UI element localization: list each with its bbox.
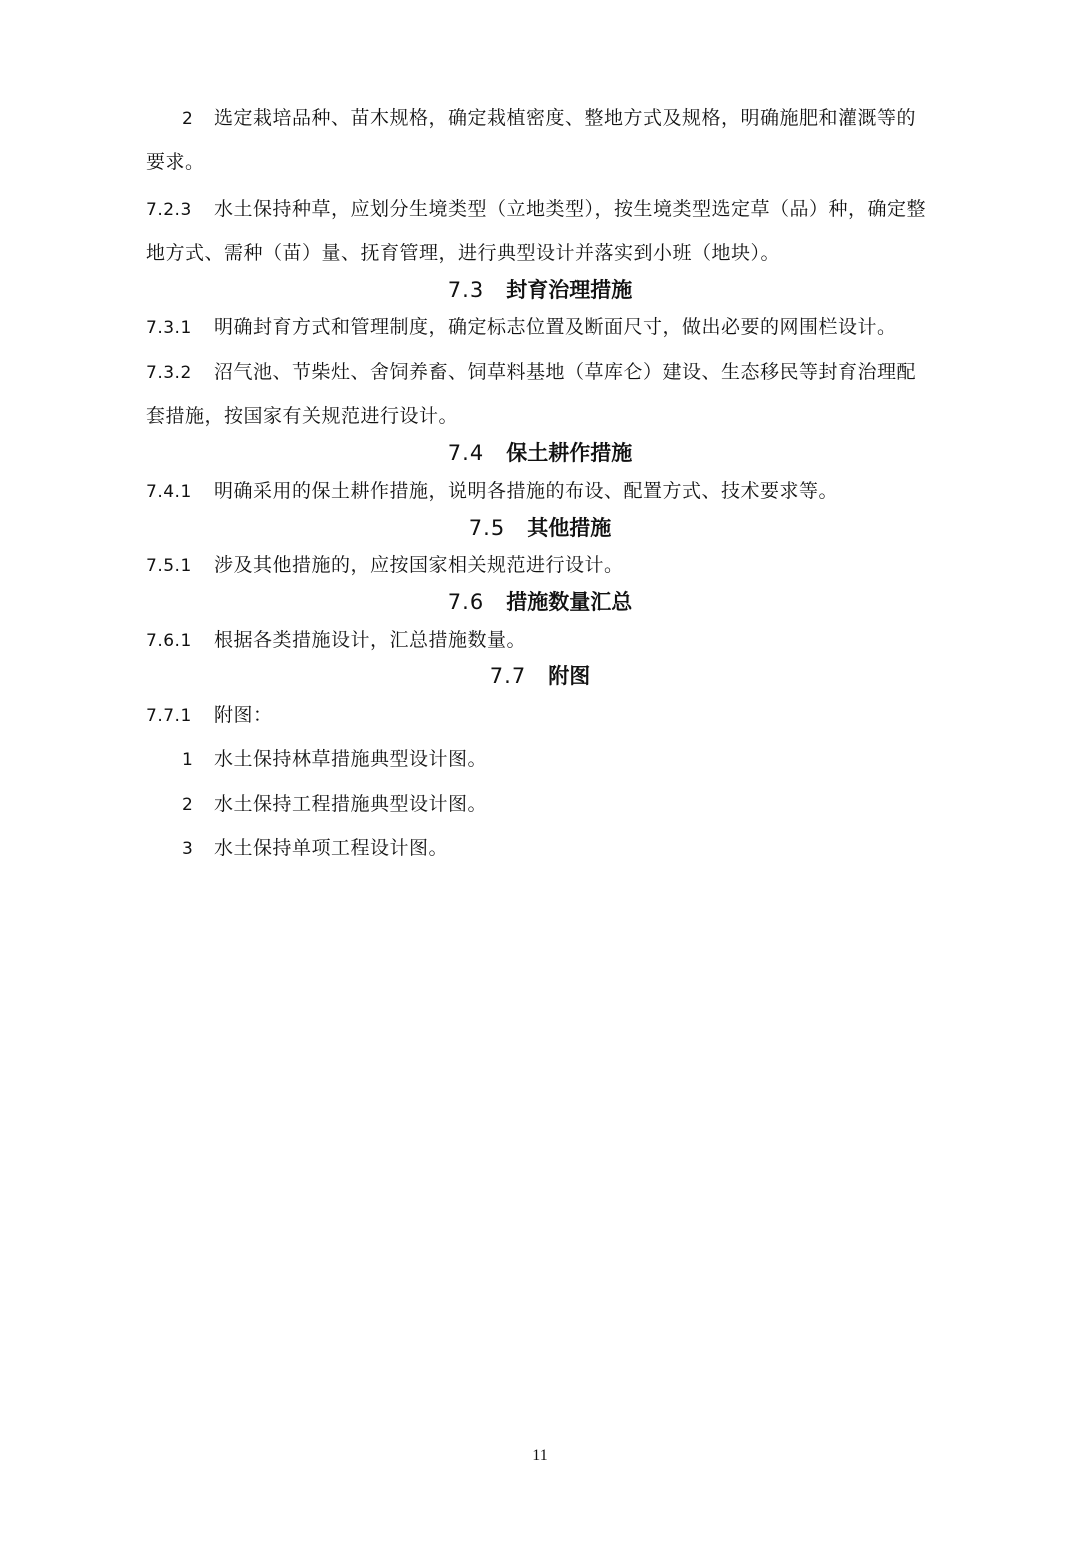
clause-text: 明确封育方式和管理制度，确定标志位置及断面尺寸，做出必要的网围栏设计。	[214, 316, 897, 338]
clause-number: 7.4.1	[146, 482, 192, 502]
section-number: 7.3	[447, 278, 485, 302]
section-title: 保土耕作措施	[506, 441, 633, 465]
item-number: 2	[182, 109, 194, 129]
figure-list-item	[182, 836, 982, 861]
figure-item-text: 水土保持林草措施典型设计图。	[214, 748, 488, 770]
section-title: 其他措施	[527, 516, 612, 540]
clause-text: 根据各类措施设计，汇总措施数量。	[214, 629, 527, 651]
section-title: 措施数量汇总	[506, 590, 633, 614]
clause-7-3-2	[146, 360, 946, 385]
clause-number: 7.3.2	[146, 363, 192, 383]
clause-text: 明确采用的保土耕作措施，说明各措施的布设、配置方式、技术要求等。	[214, 480, 839, 502]
clause-text: 涉及其他措施的，应按国家相关规范进行设计。	[214, 554, 624, 576]
section-heading-7-3	[0, 277, 1080, 303]
clause-number: 7.6.1	[146, 631, 192, 651]
section-number: 7.5	[468, 516, 506, 540]
clause-number: 7.2.3	[146, 200, 192, 220]
figure-list-item	[182, 792, 982, 817]
figure-item-text: 水土保持工程措施典型设计图。	[214, 793, 488, 815]
section-number: 7.6	[447, 590, 485, 614]
paragraph-continuation: 要求。	[146, 151, 205, 173]
clause-text: 附图：	[214, 704, 273, 726]
clause-7-3-1	[146, 315, 946, 340]
paragraph-continuation: 套措施，按国家有关规范进行设计。	[146, 405, 459, 427]
clause-number: 7.7.1	[146, 706, 192, 726]
paragraph-item-2	[182, 106, 982, 131]
clause-7-5-1	[146, 553, 946, 578]
item-number: 3	[182, 839, 194, 859]
clause-7-7-1	[146, 703, 946, 728]
clause-text: 水土保持种草，应划分生境类型（立地类型），按生境类型选定草（品）种，确定整	[214, 198, 927, 220]
item-number: 2	[182, 795, 194, 815]
paragraph-text: 选定栽培品种、苗木规格，确定栽植密度、整地方式及规格，明确施肥和灌溉等的	[214, 107, 917, 129]
item-number: 1	[182, 750, 194, 770]
section-number: 7.7	[489, 664, 527, 688]
section-title: 封育治理措施	[506, 278, 633, 302]
section-heading-7-4	[0, 440, 1080, 466]
section-heading-7-7	[0, 663, 1080, 689]
figure-list-item	[182, 747, 982, 772]
page-number: 11	[532, 1447, 548, 1464]
clause-text: 沼气池、节柴灶、舍饲养畜、饲草料基地（草库仑）建设、生态移民等封育治理配	[214, 361, 917, 383]
clause-7-6-1	[146, 628, 946, 653]
section-title: 附图	[548, 664, 591, 688]
clause-7-2-3	[146, 197, 946, 222]
section-heading-7-5	[0, 515, 1080, 541]
section-heading-7-6	[0, 589, 1080, 615]
section-number: 7.4	[447, 441, 485, 465]
paragraph-continuation: 地方式、需种（苗）量、抚育管理，进行典型设计并落实到小班（地块）。	[146, 242, 781, 264]
clause-number: 7.3.1	[146, 318, 192, 338]
clause-7-4-1	[146, 479, 946, 504]
figure-item-text: 水土保持单项工程设计图。	[214, 837, 449, 859]
clause-number: 7.5.1	[146, 556, 192, 576]
